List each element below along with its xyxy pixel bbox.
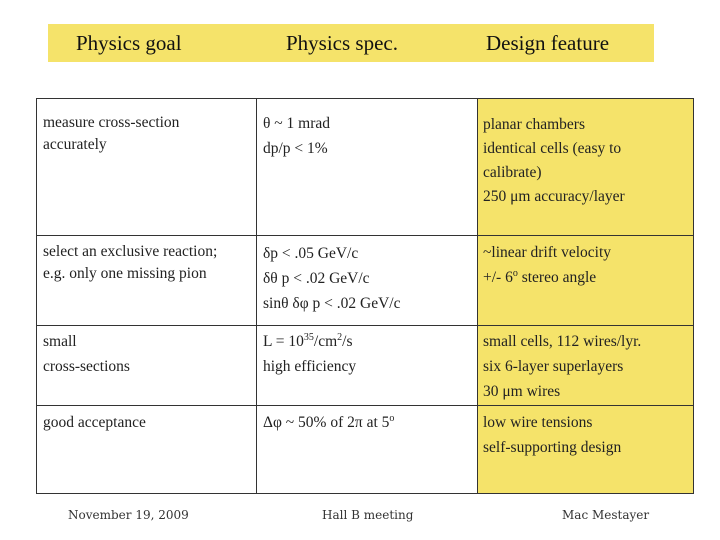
requirements-table xyxy=(36,98,694,494)
header-design-feature: Design feature xyxy=(486,31,610,55)
footer-meeting: Hall B meeting xyxy=(322,508,414,522)
goal-line: small xyxy=(43,333,77,350)
row-divider xyxy=(37,405,693,406)
design-line: 30 μm wires xyxy=(483,383,561,400)
design-line: low wire tensions xyxy=(483,414,593,431)
row-divider xyxy=(37,325,693,326)
design-line: ~linear drift velocity xyxy=(483,244,612,261)
table-row-4-design xyxy=(483,410,621,460)
design-line: six 6-layer superlayers xyxy=(483,358,624,375)
table-row-4-goal xyxy=(43,410,146,435)
spec-line: high efficiency xyxy=(263,358,357,375)
spec-line: δp < .05 GeV/c xyxy=(263,245,359,262)
spec-line: sinθ δφ p < .02 GeV/c xyxy=(263,295,401,312)
design-line: planar chambers xyxy=(483,116,585,133)
row-divider xyxy=(37,235,693,236)
spec-line: Δφ ~ 50% of 2π at 5$^o$ xyxy=(263,413,395,431)
header-band xyxy=(48,24,654,62)
table-row-1-design xyxy=(483,113,625,209)
table-row-2-spec xyxy=(263,241,400,316)
goal-line: e.g. only one missing pion xyxy=(43,265,207,282)
table-row-3-spec xyxy=(263,329,356,379)
goal-line: select an exclusive reaction; xyxy=(43,243,218,260)
goal-line: cross-sections xyxy=(43,358,130,375)
table-row-2-goal xyxy=(43,241,217,285)
design-line: calibrate) xyxy=(483,164,542,181)
goal-line: measure cross-section xyxy=(43,114,180,131)
design-line: 250 μm accuracy/layer xyxy=(483,188,625,205)
table-row-2-design xyxy=(483,240,611,290)
spec-line: dp/p < 1% xyxy=(263,140,328,157)
footer-date: November 19, 2009 xyxy=(68,508,189,522)
design-line: +/- 6$^o$ stereo angle xyxy=(483,268,597,286)
footer-author: Mac Mestayer xyxy=(562,508,650,522)
goal-line: good acceptance xyxy=(43,414,146,431)
design-line: identical cells (easy to xyxy=(483,140,622,157)
table-row-1-spec xyxy=(263,111,330,161)
spec-line: δθ p < .02 GeV/c xyxy=(263,270,370,287)
header-physics-goal: Physics goal xyxy=(76,31,182,55)
design-line: small cells, 112 wires/lyr. xyxy=(483,333,642,350)
design-line: self-supporting design xyxy=(483,439,622,456)
table-row-3-goal xyxy=(43,329,130,379)
table-row-1-goal xyxy=(43,112,179,156)
goal-line: accurately xyxy=(43,136,107,153)
table-row-3-design xyxy=(483,329,641,404)
spec-line: $L = 10^{35}/cm^2/s$ xyxy=(263,332,353,350)
spec-line: θ ~ 1 mrad xyxy=(263,115,331,132)
column-divider xyxy=(477,99,478,493)
table-row-4-spec xyxy=(263,410,394,435)
header-physics-spec: Physics spec. xyxy=(286,31,398,55)
column-divider xyxy=(256,99,257,493)
